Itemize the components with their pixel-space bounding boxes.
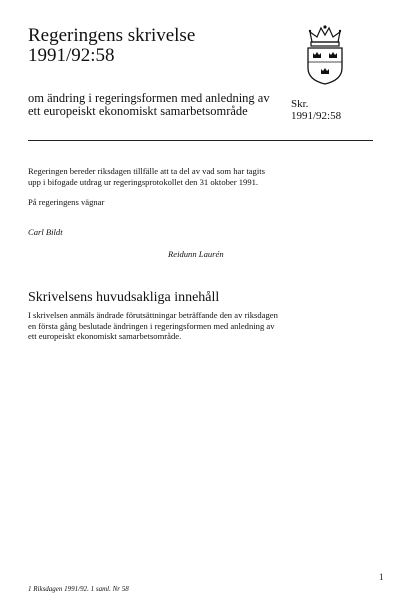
signature-prime-minister: Carl Bildt [28,227,63,237]
summary-line-3: ett europeiskt ekonomiskt samarbetsområde. [28,331,182,341]
summary-line-2: en första gång beslutade ändringen i regeringsformen med anledning av [28,320,275,331]
skr-label: Skr. [291,98,309,110]
on-behalf-text: På regeringens vägnar [28,197,105,207]
summary-paragraph [28,310,348,342]
document-subtitle [28,92,298,118]
signature-minister: Reidunn Laurén [168,249,224,259]
intro-paragraph [28,166,348,187]
subtitle-line-2: ett europeiskt ekonomiskt samarbetsområde [28,104,248,118]
summary-line-1: I skrivelsen anmäls ändrade förutsättningar beträffande den av riksdagen [28,310,278,320]
subtitle-line-1: om ändring i regeringsformen med anledning av [28,91,270,105]
skr-number: 1991/92:58 [291,110,342,122]
swedish-coat-of-arms-icon [300,24,350,86]
document-title [28,26,195,66]
title-line-2: 1991/92:58 [28,45,115,66]
summary-heading: Skrivelsens huvudsakliga innehåll [28,290,220,305]
intro-line-2: upp i bifogade utdrag ur regeringsprotokollet den 31 oktober 1991. [28,176,259,187]
footer-citation: 1 Riksdagen 1991/92. 1 saml. Nr 58 [28,585,129,593]
header-divider [28,140,373,141]
title-line-1: Regeringens skrivelse [28,25,196,46]
page-number: 1 [379,572,384,582]
intro-line-1: Regeringen bereder riksdagen tillfälle att ta del av vad som har tagits [28,166,265,176]
skr-reference [291,98,341,122]
